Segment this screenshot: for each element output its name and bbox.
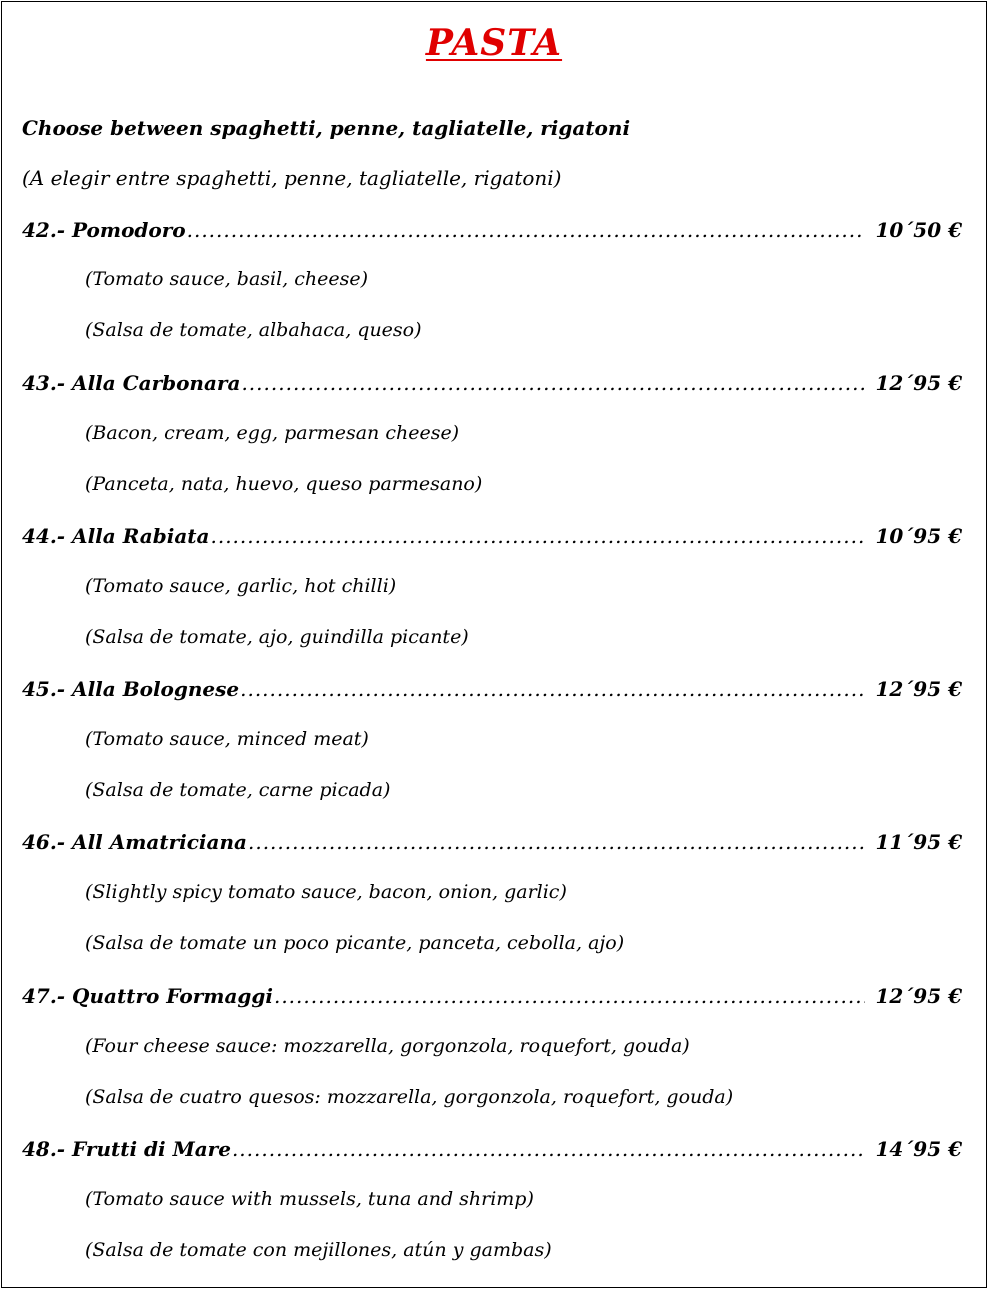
menu-item-row	[22, 677, 962, 705]
menu-item-row	[22, 371, 962, 399]
menu-item-price: 14´95 €	[875, 1137, 962, 1161]
menu-item-row	[22, 218, 962, 246]
menu-item-description-en: (Tomato sauce, minced meat)	[85, 728, 369, 750]
dot-leader	[241, 371, 865, 395]
menu-item-description-es: (Salsa de tomate, ajo, guindilla picante)	[85, 626, 469, 648]
menu-item-description-en: (Tomato sauce, garlic, hot chilli)	[85, 575, 397, 597]
menu-item-name: 48.- Frutti di Mare	[22, 1137, 231, 1161]
menu-item-description-en: (Tomato sauce with mussels, tuna and shrimp)	[85, 1188, 534, 1210]
dot-leader	[274, 984, 865, 1008]
menu-item-row	[22, 984, 962, 1012]
menu-item-name: 45.- Alla Bolognese	[22, 677, 240, 701]
dot-leader	[187, 218, 866, 242]
menu-item-price: 10´95 €	[875, 524, 962, 548]
menu-item-price: 10´50 €	[875, 218, 962, 242]
menu-item-description-es: (Panceta, nata, huevo, queso parmesano)	[85, 473, 483, 495]
menu-item-description-es: (Salsa de tomate, albahaca, queso)	[85, 319, 422, 341]
menu-item-price: 12´95 €	[875, 984, 962, 1008]
menu-item-description-es: (Salsa de tomate con mejillones, atún y gambas)	[85, 1239, 552, 1261]
dot-leader	[232, 1137, 866, 1161]
menu-item-description-en: (Bacon, cream, egg, parmesan cheese)	[85, 422, 460, 444]
menu-item-name: 47.- Quattro Formaggi	[22, 984, 273, 1008]
dot-leader	[248, 830, 865, 854]
intro-english: Choose between spaghetti, penne, tagliatelle, rigatoni	[22, 116, 631, 140]
dot-leader	[210, 524, 865, 548]
menu-item-row	[22, 1137, 962, 1165]
menu-item-price: 12´95 €	[875, 371, 962, 395]
dot-leader	[240, 677, 865, 701]
menu-item-name: 44.- Alla Rabiata	[22, 524, 210, 548]
menu-item-description-en: (Four cheese sauce: mozzarella, gorgonzola, roquefort, gouda)	[85, 1035, 690, 1057]
menu-item-description-es: (Salsa de cuatro quesos: mozzarella, gorgonzola, roquefort, gouda)	[85, 1086, 734, 1108]
menu-item-name: 46.- All Amatriciana	[22, 830, 247, 854]
menu-item-row	[22, 830, 962, 858]
menu-item-description-en: (Tomato sauce, basil, cheese)	[85, 268, 369, 290]
menu-item-description-es: (Salsa de tomate, carne picada)	[85, 779, 391, 801]
page-title: PASTA	[425, 22, 563, 64]
menu-item-name: 42.- Pomodoro	[22, 218, 186, 242]
menu-item-name: 43.- Alla Carbonara	[22, 371, 241, 395]
menu-item-description-en: (Slightly spicy tomato sauce, bacon, onion, garlic)	[85, 881, 567, 903]
menu-item-price: 12´95 €	[875, 677, 962, 701]
menu-item-row	[22, 524, 962, 552]
menu-item-description-es: (Salsa de tomate un poco picante, panceta, cebolla, ajo)	[85, 932, 625, 954]
menu-item-price: 11´95 €	[875, 830, 962, 854]
intro-spanish: (A elegir entre spaghetti, penne, tagliatelle, rigatoni)	[22, 166, 562, 190]
